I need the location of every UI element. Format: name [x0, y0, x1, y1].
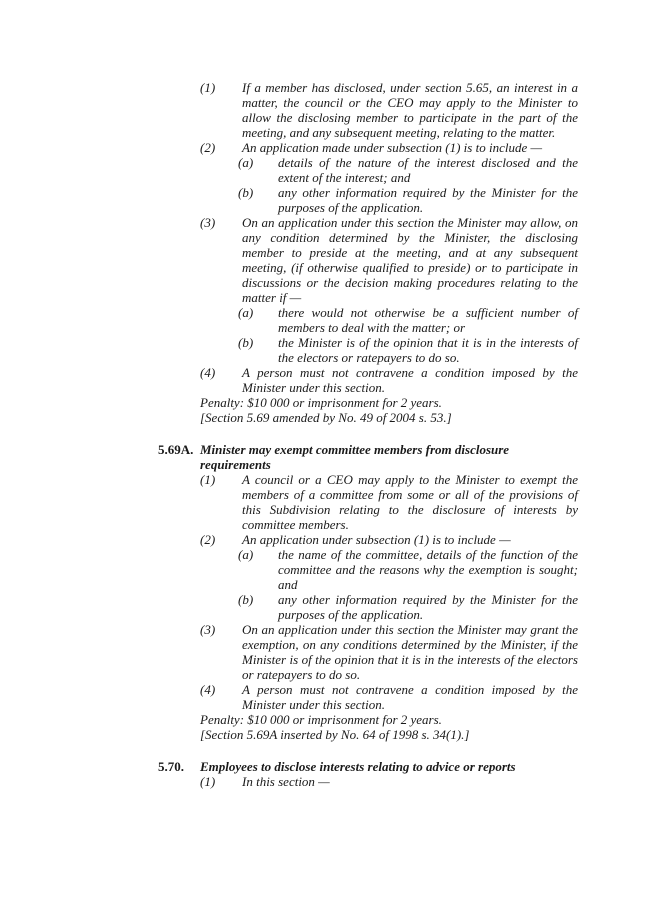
section-heading [158, 759, 578, 774]
subsection-number: (1) [200, 472, 216, 487]
paragraph [158, 335, 578, 365]
paragraph [158, 185, 578, 215]
paragraph-text: any other information required by the Minister for the purposes of the application. [278, 592, 578, 622]
section-title: Minister may exempt committee members from disclosure requirements [200, 442, 510, 472]
paragraph-letter: (a) [238, 305, 254, 320]
paragraph-letter: (a) [238, 155, 254, 170]
section-number: 5.70. [158, 759, 184, 774]
subsection [158, 365, 578, 395]
subsection-number: (1) [200, 80, 216, 95]
subsection-text: If a member has disclosed, under section 5.65, an interest in a matter, the council or the CEO may apply to the Minister to allow the disclosing member to participate in the part of the meeting, and any subsequent meeting, relating to the matter. [242, 80, 578, 140]
subsection-text: A person must not contravene a condition imposed by the Minister under this section. [242, 365, 578, 395]
subsection-text: An application made under subsection (1) is to include — [242, 140, 543, 155]
paragraph [158, 547, 578, 592]
subsection [158, 774, 578, 789]
paragraph [158, 155, 578, 185]
subsection-text: On an application under this section the Minister may allow, on any condition determined by the Minister, the disclosing member to preside at the meeting, and at any subsequent meeting, (if otherwise qualified to preside) or to participate in discussions or the decision making procedures relating to the matter if — [242, 215, 578, 305]
subsection-text: In this section — [242, 774, 330, 789]
paragraph [158, 592, 578, 622]
subsection-text: On an application under this section the Minister may grant the exemption, on any conditions determined by the Minister, if the Minister is of the opinion that it is in the interests of the electors or ratepayers to do so. [242, 622, 578, 682]
paragraph-text: the Minister is of the opinion that it is in the interests of the electors or ratepayers to do so. [278, 335, 578, 365]
paragraph-letter: (b) [238, 335, 254, 350]
paragraph-text: the name of the committee, details of the function of the committee and the reasons why the exemption is sought; and [278, 547, 578, 592]
subsection [158, 140, 578, 155]
subsection [158, 532, 578, 547]
subsection [158, 215, 578, 305]
section-title: Employees to disclose interests relating to advice or reports [200, 759, 516, 774]
section-number: 5.69A. [158, 442, 194, 457]
subsection-number: (2) [200, 532, 216, 547]
subsection-number: (2) [200, 140, 216, 155]
paragraph-letter: (b) [238, 592, 254, 607]
subsection-text: A person must not contravene a condition imposed by the Minister under this section. [242, 682, 578, 712]
paragraph-letter: (a) [238, 547, 254, 562]
penalty-note: Penalty: $10 000 or imprisonment for 2 years. [200, 395, 442, 410]
subsection [158, 682, 578, 712]
subsection-text: An application under subsection (1) is to include — [242, 532, 511, 547]
subsection [158, 472, 578, 532]
subsection-number: (4) [200, 682, 216, 697]
paragraph-text: any other information required by the Minister for the purposes of the application. [278, 185, 578, 215]
paragraph-text: there would not otherwise be a sufficient number of members to deal with the matter; or [278, 305, 578, 335]
paragraph [158, 305, 578, 335]
paragraph-text: details of the nature of the interest disclosed and the extent of the interest; and [278, 155, 578, 185]
legislation-text [158, 80, 578, 789]
subsection-text: A council or a CEO may apply to the Minister to exempt the members of a committee from some or all of the provisions of this Subdivision relating to the disclosure of interests by committee members. [242, 472, 578, 532]
subsection-number: (4) [200, 365, 216, 380]
history-note: [Section 5.69 amended by No. 49 of 2004 s. 53.] [200, 410, 452, 425]
section-heading [158, 442, 578, 472]
history-note: [Section 5.69A inserted by No. 64 of 1998 s. 34(1).] [200, 727, 470, 742]
subsection-number: (1) [200, 774, 216, 789]
subsection-number: (3) [200, 622, 216, 637]
penalty-note: Penalty: $10 000 or imprisonment for 2 years. [200, 712, 442, 727]
subsection-number: (3) [200, 215, 216, 230]
subsection [158, 80, 578, 140]
subsection [158, 622, 578, 682]
paragraph-letter: (b) [238, 185, 254, 200]
